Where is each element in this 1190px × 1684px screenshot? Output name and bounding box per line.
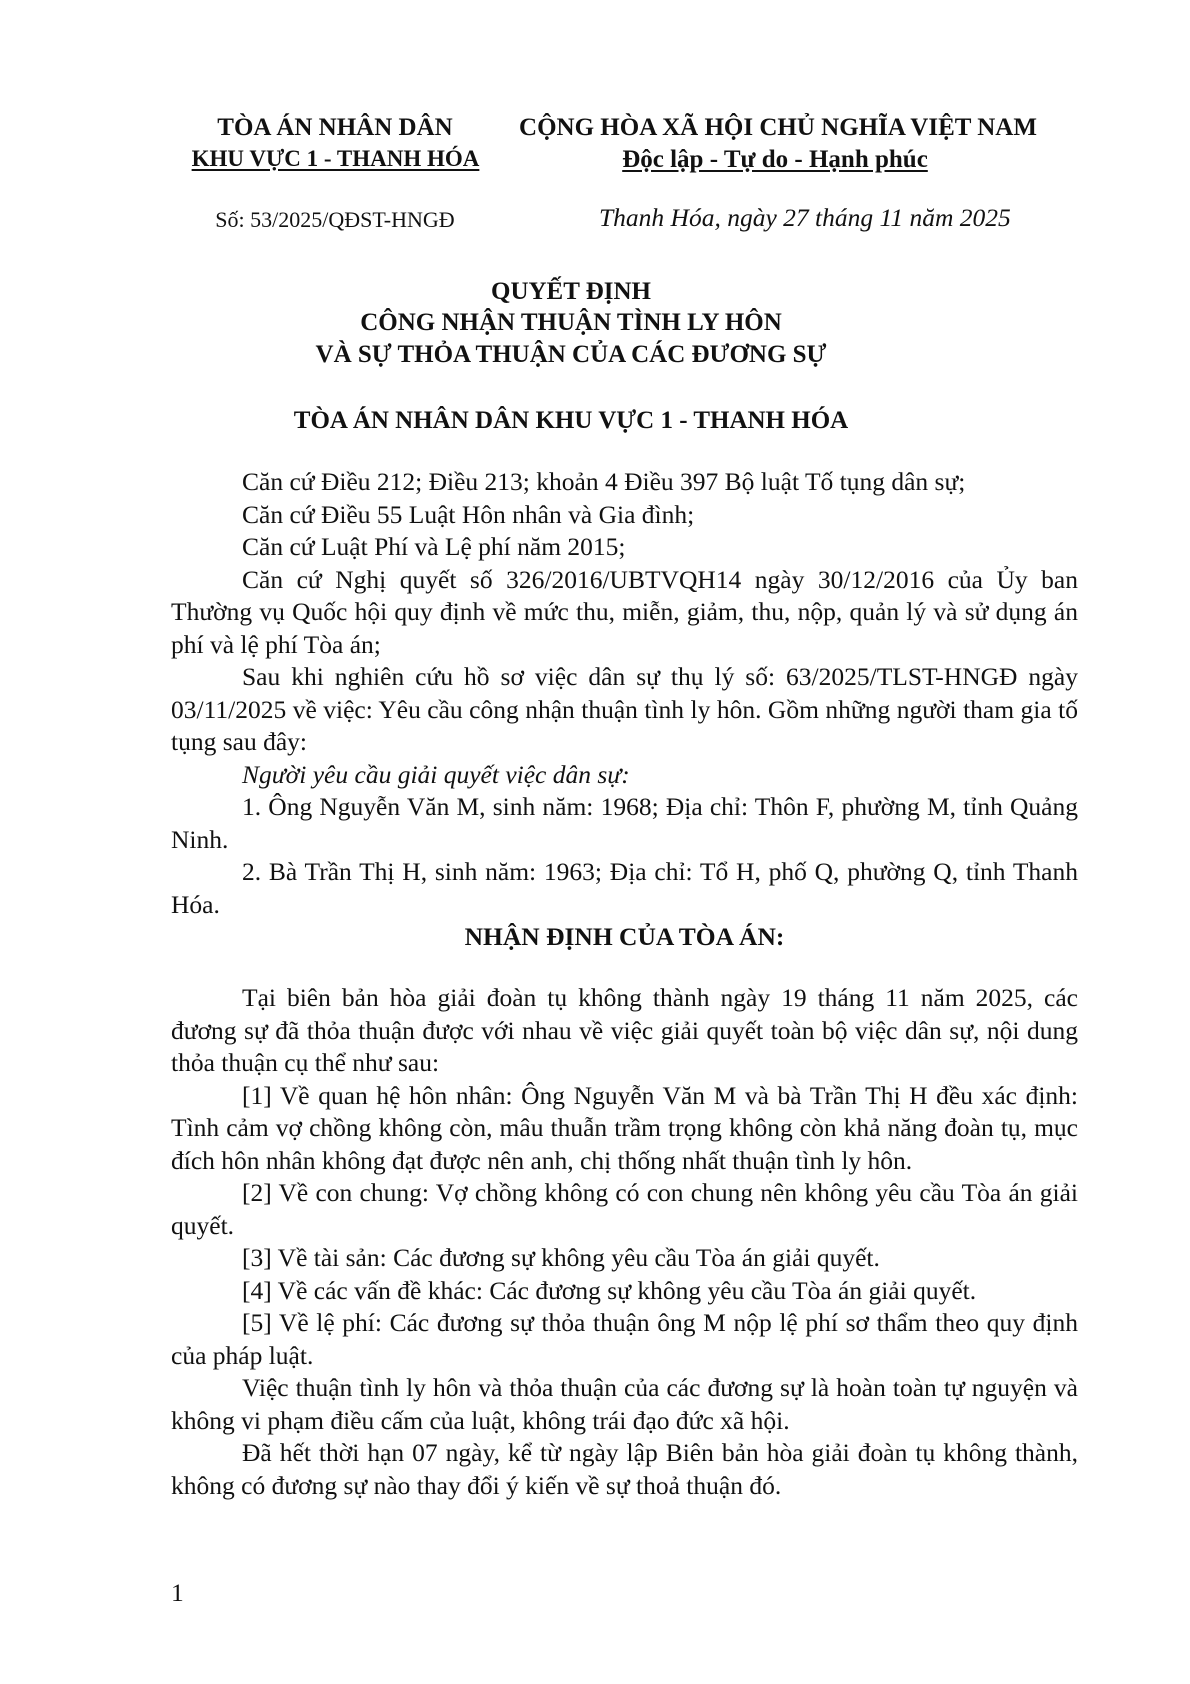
- findings-paragraph: [1] Về quan hệ hôn nhân: Ông Nguyễn Văn M và bà Trần Thị H đều xác định: Tình cảm vợ chồng không còn, mâu thuẫn trầm trọng không còn khả năng đoàn tụ, mục đích hôn nhân không đạt được nên anh, chị thống nhất thuận tình ly hôn.: [171, 1080, 1078, 1175]
- court-findings: [171, 982, 1078, 1502]
- decision-title: QUYẾT ĐỊNH: [491, 278, 651, 305]
- findings-paragraph: [4] Về các vấn đề khác: Các đương sự không yêu cầu Tòa án giải quyết.: [242, 1275, 977, 1305]
- party-entry: 1. Ông Nguyễn Văn M, sinh năm: 1968; Địa chỉ: Thôn F, phường M, tỉnh Quảng Ninh.: [171, 792, 1078, 854]
- decision-subtitle-2: VÀ SỰ THỎA THUẬN CỦA CÁC ĐƯƠNG SỰ: [315, 341, 827, 368]
- decision-subtitle: CÔNG NHẬN THUẬN TÌNH LY HÔN: [360, 309, 782, 336]
- findings-paragraph: [2] Về con chung: Vợ chồng không có con chung nên không yêu cầu Tòa án giải quyết.: [171, 1178, 1078, 1240]
- court-region: KHU VỰC 1 - THANH HÓA: [191, 146, 480, 171]
- basis-paragraph: Sau khi nghiên cứu hồ sơ việc dân sự thụ lý số: 63/2025/TLST-HNGĐ ngày 03/11/2025 về việc: Yêu cầu công nhận thuận tình ly hôn. Gồm những người tham gia tố tụng sau đây:: [171, 662, 1078, 756]
- findings-paragraph: Tại biên bản hòa giải đoàn tụ không thành ngày 19 tháng 11 năm 2025, các đương sự đã thỏa thuận được với nhau về việc giải quyết toàn bộ việc dân sự, nội dung thỏa thuận cụ thể như sau:: [171, 983, 1078, 1077]
- legal-basis: [171, 466, 1078, 954]
- findings-title: NHẬN ĐỊNH CỦA TÒA ÁN:: [464, 922, 785, 951]
- parties-heading: Người yêu cầu giải quyết việc dân sự:: [242, 759, 630, 789]
- basis-paragraph: Căn cứ Điều 55 Luật Hôn nhân và Gia đình;: [242, 499, 695, 529]
- issuing-court: TÒA ÁN NHÂN DÂN KHU VỰC 1 - THANH HÓA: [293, 407, 849, 434]
- court-name: TÒA ÁN NHÂN DÂN: [217, 114, 453, 141]
- basis-paragraph: Căn cứ Điều 212; Điều 213; khoản 4 Điều 397 Bộ luật Tố tụng dân sự;: [242, 467, 966, 496]
- findings-paragraph: Đã hết thời hạn 07 ngày, kể từ ngày lập Biên bản hòa giải đoàn tụ không thành, không có đương sự nào thay đổi ý kiến về sự thoả thuận đó.: [171, 1438, 1078, 1500]
- findings-paragraph: [5] Về lệ phí: Các đương sự thỏa thuận ông M nộp lệ phí sơ thẩm theo quy định của pháp luật.: [171, 1308, 1078, 1370]
- nation-motto: Độc lập - Tự do - Hạnh phúc: [622, 146, 928, 173]
- basis-paragraph: Căn cứ Luật Phí và Lệ phí năm 2015;: [242, 532, 626, 561]
- findings-paragraph: [3] Về tài sản: Các đương sự không yêu cầu Tòa án giải quyết.: [242, 1243, 880, 1272]
- party-entry: 2. Bà Trần Thị H, sinh năm: 1963; Địa chỉ: Tổ H, phố Q, phường Q, tỉnh Thanh Hóa.: [171, 857, 1078, 919]
- place-date: Thanh Hóa, ngày 27 tháng 11 năm 2025: [599, 203, 1011, 232]
- findings-paragraph: Việc thuận tình ly hôn và thỏa thuận của các đương sự là hoàn toàn tự nguyện và không vi phạm điều cấm của luật, không trái đạo đức xã hội.: [171, 1373, 1078, 1435]
- basis-paragraph: Căn cứ Nghị quyết số 326/2016/UBTVQH14 ngày 30/12/2016 của Ủy ban Thường vụ Quốc hội quy định về mức thu, miễn, giảm, thu, nộp, quản lý và sử dụng án phí và lệ phí Tòa án;: [171, 564, 1078, 659]
- document-number: Số: 53/2025/QĐST-HNGĐ: [215, 207, 455, 232]
- nation-name: CỘNG HÒA XÃ HỘI CHỦ NGHĨA VIỆT NAM: [519, 114, 1037, 141]
- page-number: 1: [171, 1578, 184, 1607]
